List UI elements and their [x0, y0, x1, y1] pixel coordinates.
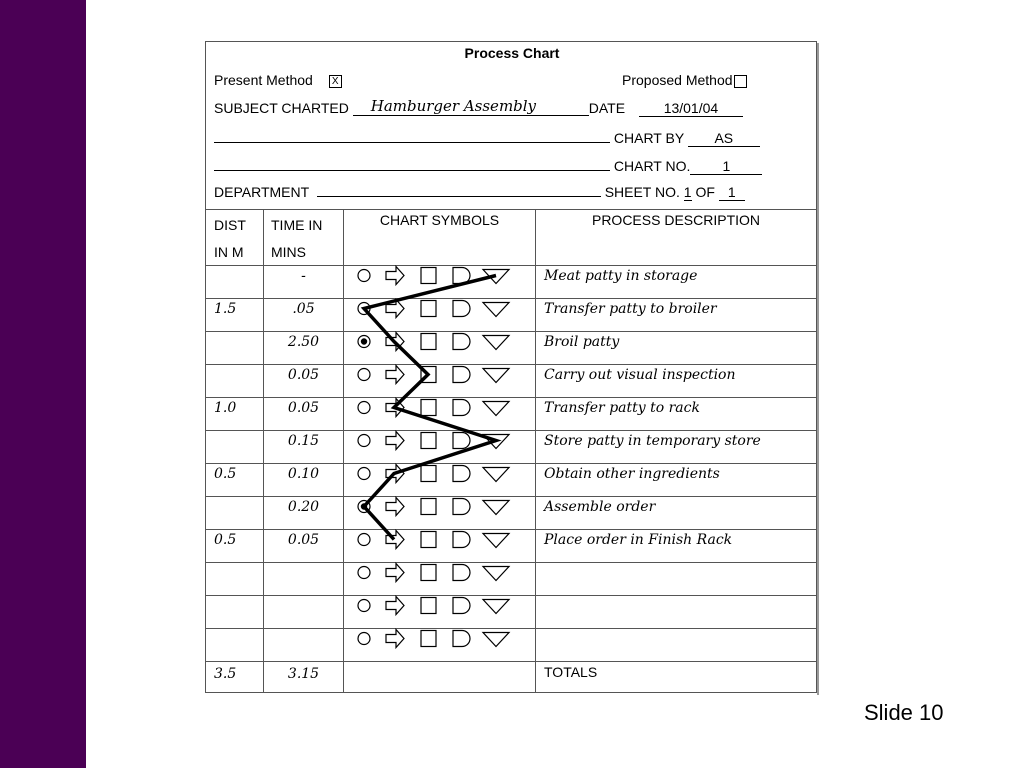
chart-no-label: CHART NO. [613, 158, 691, 174]
table-row [206, 595, 816, 628]
chart-symbols [344, 595, 534, 628]
row-dist: 0.5 [214, 466, 237, 482]
operation-circle-icon[interactable] [358, 303, 370, 315]
storage-triangle-icon[interactable] [483, 567, 509, 581]
department-line [214, 184, 745, 201]
storage-triangle-icon[interactable] [483, 303, 509, 317]
slide-number: Slide 10 [864, 700, 944, 725]
row-time: 2.50 [287, 334, 320, 350]
row-time: .05 [292, 301, 315, 317]
slide-sidebar [0, 0, 86, 768]
of-label: OF [695, 184, 715, 200]
inspection-square-icon[interactable] [421, 598, 436, 614]
delay-d-icon[interactable] [453, 367, 470, 383]
row-time: 0.05 [287, 367, 320, 383]
row-dist: 0.5 [214, 532, 237, 548]
row-time: 0.05 [287, 400, 320, 416]
row-description: Obtain other ingredients [544, 466, 720, 482]
date-value: 13/01/04 [639, 100, 743, 117]
blank-line-1 [214, 130, 610, 143]
form-title: Process Chart [464, 45, 560, 61]
storage-triangle-icon[interactable] [483, 435, 509, 449]
row-time: 0.10 [287, 466, 320, 482]
col-header-time-line2: MINS [271, 244, 306, 260]
row-description: Transfer patty to broiler [544, 301, 717, 317]
chart-by-value: AS [688, 130, 760, 147]
row-time: 0.20 [287, 499, 320, 515]
storage-triangle-icon[interactable] [483, 633, 509, 647]
operation-selected-dot-icon[interactable] [361, 504, 366, 509]
delay-d-icon[interactable] [453, 268, 470, 284]
storage-triangle-icon[interactable] [483, 336, 509, 350]
operation-circle-icon[interactable] [358, 369, 370, 381]
table-row [206, 628, 816, 661]
chart-symbols [344, 562, 534, 595]
table-row [206, 529, 816, 562]
col-header-dist-line2: IN M [214, 244, 244, 260]
inspection-square-icon[interactable] [421, 301, 436, 317]
col-header-description: PROCESS DESCRIPTION [591, 212, 761, 228]
storage-triangle-icon[interactable] [483, 402, 509, 416]
chart-symbols [344, 265, 534, 298]
operation-selected-dot-icon[interactable] [361, 339, 366, 344]
delay-d-icon[interactable] [453, 565, 470, 581]
chart-symbols [344, 496, 534, 529]
date-label: DATE [588, 100, 626, 116]
inspection-square-icon[interactable] [421, 466, 436, 482]
transport-arrow-icon[interactable] [386, 564, 404, 582]
subject-label: SUBJECT CHARTED [214, 100, 349, 116]
storage-triangle-icon[interactable] [483, 534, 509, 548]
delay-d-icon[interactable] [453, 466, 470, 482]
transport-arrow-icon[interactable] [386, 267, 404, 285]
storage-triangle-icon[interactable] [483, 468, 509, 482]
row-time: 0.05 [287, 532, 320, 548]
inspection-square-icon[interactable] [421, 433, 436, 449]
table-row [206, 463, 816, 496]
row-dist: 1.0 [214, 400, 237, 416]
operation-circle-icon[interactable] [358, 270, 370, 282]
operation-circle-icon[interactable] [358, 435, 370, 447]
col-header-dist [214, 212, 246, 266]
sheet-value: 1 [683, 184, 692, 200]
table-row [206, 331, 816, 364]
proposed-method [622, 72, 747, 88]
transport-arrow-icon[interactable] [386, 465, 404, 483]
chart-symbols [344, 364, 534, 397]
operation-circle-icon[interactable] [358, 600, 370, 612]
delay-d-icon[interactable] [453, 598, 470, 614]
department-field [317, 184, 601, 197]
of-value: 1 [719, 184, 745, 201]
inspection-square-icon[interactable] [421, 400, 436, 416]
process-chart-form [205, 41, 817, 693]
operation-circle-icon[interactable] [358, 468, 370, 480]
storage-triangle-icon[interactable] [483, 270, 509, 284]
grid-line [206, 209, 816, 210]
inspection-square-icon[interactable] [421, 631, 436, 647]
transport-arrow-icon[interactable] [386, 366, 404, 384]
table-row [206, 496, 816, 529]
col-header-dist-line1: DIST [214, 217, 246, 233]
grid-line [206, 661, 816, 662]
subject-field [353, 97, 589, 116]
inspection-square-icon[interactable] [421, 367, 436, 383]
delay-d-icon[interactable] [453, 631, 470, 647]
col-header-time-line1: TIME IN [271, 217, 323, 233]
transport-arrow-icon[interactable] [386, 498, 404, 516]
row-description: Carry out visual inspection [544, 367, 736, 383]
table-row [206, 364, 816, 397]
transport-arrow-icon[interactable] [386, 531, 404, 549]
chart-by-label: CHART BY [613, 130, 684, 146]
present-method [214, 72, 342, 88]
row-description: Assemble order [544, 499, 656, 515]
transport-arrow-icon[interactable] [386, 432, 404, 450]
proposed-method-checkbox[interactable] [734, 75, 747, 88]
delay-d-icon[interactable] [453, 499, 470, 515]
transport-arrow-icon[interactable] [386, 333, 404, 351]
totals-time: 3.15 [287, 666, 320, 682]
row-dist: 1.5 [214, 301, 237, 317]
col-header-time [271, 212, 322, 266]
totals-dist: 3.5 [214, 666, 237, 682]
delay-d-icon[interactable] [453, 334, 470, 350]
row-description: Store patty in temporary store [544, 433, 761, 449]
inspection-square-icon[interactable] [421, 268, 436, 284]
row-description: Place order in Finish Rack [544, 532, 733, 548]
chart-symbols [344, 331, 534, 364]
inspection-square-icon[interactable] [421, 499, 436, 515]
operation-circle-icon[interactable] [358, 534, 370, 546]
inspection-square-icon[interactable] [421, 334, 436, 350]
row-time: 0.15 [287, 433, 320, 449]
transport-arrow-icon[interactable] [386, 300, 404, 318]
department-label: DEPARTMENT [214, 184, 309, 200]
row-description: Meat patty in storage [544, 268, 698, 284]
delay-d-icon[interactable] [453, 301, 470, 317]
present-method-label: Present Method [214, 72, 313, 88]
storage-triangle-icon[interactable] [483, 501, 509, 515]
chart-by-line [214, 130, 760, 147]
delay-d-icon[interactable] [453, 532, 470, 548]
blank-line-2 [214, 158, 610, 171]
transport-arrow-icon[interactable] [386, 630, 404, 648]
chart-symbols [344, 298, 534, 331]
storage-triangle-icon[interactable] [483, 369, 509, 383]
inspection-square-icon[interactable] [421, 565, 436, 581]
inspection-square-icon[interactable] [421, 532, 436, 548]
operation-circle-icon[interactable] [358, 402, 370, 414]
table-row [206, 397, 816, 430]
table-row [206, 265, 816, 298]
row-time: - [301, 268, 306, 284]
transport-arrow-icon[interactable] [386, 399, 404, 417]
col-header-symbols: CHART SYMBOLS [379, 212, 500, 228]
chart-symbols [344, 463, 534, 496]
table-row [206, 562, 816, 595]
storage-triangle-icon[interactable] [483, 600, 509, 614]
transport-arrow-icon[interactable] [386, 597, 404, 615]
chart-no-value: 1 [690, 158, 762, 175]
row-description: Broil patty [544, 334, 620, 350]
subject-line [214, 97, 743, 117]
operation-circle-icon[interactable] [358, 567, 370, 579]
chart-no-line [214, 158, 762, 175]
row-description: Transfer patty to rack [544, 400, 700, 416]
subject-value: Hamburger Assembly [370, 97, 537, 115]
table-row [206, 298, 816, 331]
chart-symbols [344, 397, 534, 430]
chart-symbols [344, 628, 534, 661]
delay-d-icon[interactable] [453, 400, 470, 416]
form-shadow [817, 43, 819, 695]
operation-circle-icon[interactable] [358, 633, 370, 645]
delay-d-icon[interactable] [453, 433, 470, 449]
table-row [206, 430, 816, 463]
sheet-label: SHEET NO. [604, 184, 680, 200]
chart-symbols [344, 430, 534, 463]
chart-symbols [344, 529, 534, 562]
totals-label: TOTALS [544, 664, 598, 680]
proposed-method-label: Proposed Method [622, 72, 733, 88]
present-method-checkbox[interactable]: X [329, 75, 342, 88]
